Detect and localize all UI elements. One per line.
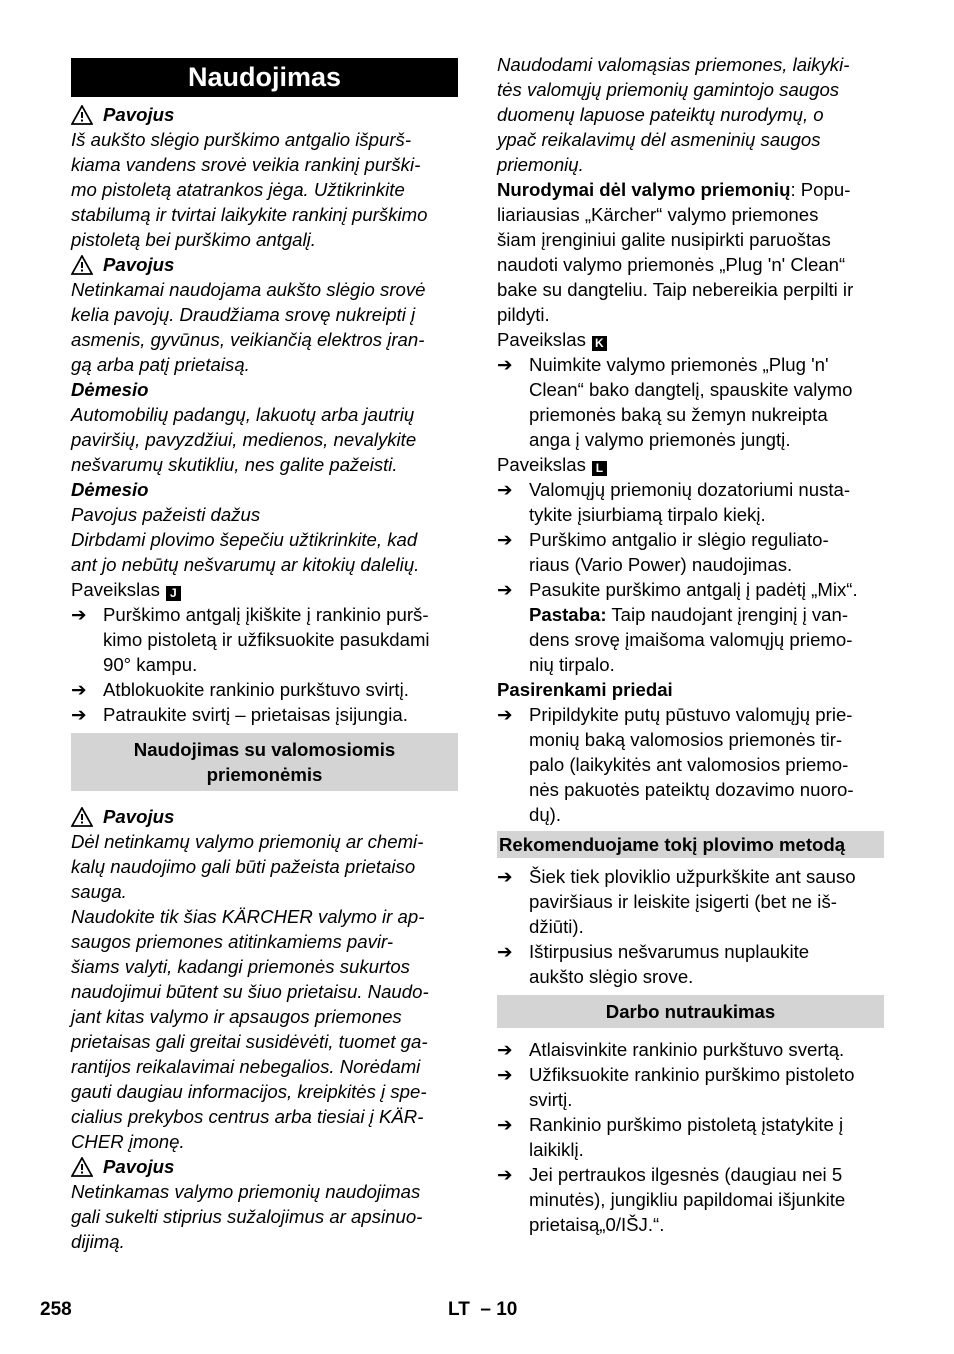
text-line: minutės), jungikliu papildomai išjunkite <box>529 1189 846 1210</box>
text-line: Pasukite purškimo antgalį į padėtį „Mix“. <box>529 579 858 600</box>
danger-label: Pavojus <box>103 806 175 827</box>
text-line: Purškimo antgalio ir slėgio reguliato- <box>529 529 829 550</box>
text-line: ant jo nebūtų nešvarumų ar kitokių dalelių. <box>71 554 420 575</box>
arrow-right-icon: ➔ <box>71 704 87 725</box>
text-line: Dėl netinkamų valymo priemonių ar chemi- <box>71 831 424 852</box>
text-line: saugos priemones atitinkamiems pavir- <box>71 931 394 952</box>
bullet-list-recommend <box>497 864 884 989</box>
text-line: Netinkamas valymo priemonių naudojimas <box>71 1181 421 1202</box>
caution-text-2 <box>71 502 458 577</box>
list-item-text <box>529 1037 884 1062</box>
text-line: pistoletą bei purškimo antgalį. <box>71 229 316 250</box>
text-line: priemonių. <box>497 154 584 175</box>
text-line: paviršių, pavyzdžiui, medienos, nevalykite <box>71 429 417 450</box>
text-line: Ištirpusius nešvarumus nuplaukite <box>529 941 810 962</box>
danger-text-2 <box>71 277 458 377</box>
text-line: Iš aukšto slėgio purškimo antgalio išpurš- <box>71 129 412 150</box>
right-column <box>497 52 884 1237</box>
bullet-list-optional <box>497 702 884 827</box>
text-line: Purškimo antgalį įkiškite į rankinio purš- <box>103 604 429 625</box>
list-item-text <box>529 1162 884 1237</box>
text-line: ypač reikalavimų dėl asmeninių saugos <box>497 129 821 150</box>
list-item <box>497 1037 884 1062</box>
list-item <box>497 352 884 452</box>
text-line: Dirbdami plovimo šepečiu užtikrinkite, kad <box>71 529 418 550</box>
text-line: gali sukelti stiprius sužalojimus ar apsinuo- <box>71 1206 423 1227</box>
text-line: Atlaisvinkite rankinio purkštuvo svertą. <box>529 1039 845 1060</box>
figure-key-j: J <box>166 586 181 601</box>
text-line: kimo pistoletą ir užfiksuokite pasukdami <box>103 629 430 650</box>
text-line: nės pakuotės pateiktų dozavimo nuoro- <box>529 779 854 800</box>
text-line: gą arba patį prietaisą. <box>71 354 250 375</box>
danger-text-4 <box>71 1179 458 1254</box>
text-line: džiūti). <box>529 916 584 937</box>
text-line: mo pistoletą atatrankos jėga. Užtikrinkite <box>71 179 405 200</box>
list-item-text <box>529 939 884 989</box>
danger-label: Pavojus <box>103 1156 175 1177</box>
list-item-text <box>529 352 884 452</box>
text-line: Užfiksuokite rankinio purškimo pistoleto <box>529 1064 855 1085</box>
note-line: nių tirpalo. <box>529 654 615 675</box>
list-item-text <box>529 864 884 939</box>
figure-label: Paveikslas <box>497 454 586 475</box>
figure-ref-j <box>71 577 458 602</box>
bullet-list-1 <box>71 602 458 727</box>
note-line-0: Taip naudojant įrenginį į van- <box>606 604 849 625</box>
text-line: dų). <box>529 804 562 825</box>
recommended-method-heading: Rekomenduojame tokį plovimo metodą <box>497 831 884 858</box>
hint-line: naudoti valymo priemonės „Plug 'n' Clean“ <box>497 254 846 275</box>
arrow-right-icon: ➔ <box>497 354 513 375</box>
text-line: Automobilių padangų, lakuotų arba jautrių <box>71 404 415 425</box>
page-number: 258 <box>40 1299 72 1320</box>
text-line: Jei pertraukos ilgesnės (daugiau nei 5 <box>529 1164 843 1185</box>
text-line: Naudojimas su valomosiomis <box>133 739 396 760</box>
text-line: Valomųjų priemonių dozatoriumi nusta- <box>529 479 851 500</box>
text-line: priemonės baką su žemyn nukreipta <box>529 404 828 425</box>
text-line: prietaisas gali greitai susidėvėti, tuomet ga- <box>71 1031 428 1052</box>
list-item <box>497 864 884 939</box>
list-item <box>497 1062 884 1112</box>
danger-text-1 <box>71 127 458 252</box>
text-line: laikiklį. <box>529 1139 584 1160</box>
text-line: Netinkamai naudojama aukšto slėgio srovė <box>71 279 426 300</box>
arrow-right-icon: ➔ <box>497 1114 513 1135</box>
interrupt-heading: Darbo nutraukimas <box>497 995 884 1028</box>
figure-ref-k <box>497 327 884 352</box>
text-line: aukšto slėgio srove. <box>529 966 694 987</box>
text-line: 90° kampu. <box>103 654 198 675</box>
figure-label: Paveikslas <box>497 329 586 350</box>
hint-line: bake su dangteliu. Taip nebereikia perpilti ir <box>497 279 854 300</box>
text-line: palo (laikykitės ant valomosios priemo- <box>529 754 849 775</box>
list-item-text <box>103 602 458 677</box>
bullet-list-k <box>497 352 884 452</box>
list-item-text <box>529 1112 884 1162</box>
text-line: kalų naudojimo gali būti pažeista prietaiso <box>71 856 416 877</box>
caution-text-1 <box>71 402 458 477</box>
text-line: paviršiaus ir leiskite įsigerti (bet ne iš- <box>529 891 837 912</box>
text-line: Rankinio purškimo pistoletą įstatykite į <box>529 1114 844 1135</box>
text-line: tykite įsiurbiamą tirpalo kiekį. <box>529 504 766 525</box>
text-line: CHER įmonę. <box>71 1131 185 1152</box>
optional-accessories-heading: Pasirenkami priedai <box>497 679 673 700</box>
text-line: Nuimkite valymo priemonės „Plug 'n' <box>529 354 829 375</box>
text-line: Pavojus pažeisti dažus <box>71 504 261 525</box>
caution-label: Dėmesio <box>71 479 149 500</box>
text-line: jant kitas valymo ir apsaugos priemones <box>71 1006 402 1027</box>
list-item-text <box>529 702 884 827</box>
text-line: cialius prekybos centrus arba tiesiai į KÄR- <box>71 1106 424 1127</box>
text-line: Naudokite tik šias KÄRCHER valymo ir ap- <box>71 906 425 927</box>
arrow-right-icon: ➔ <box>497 479 513 500</box>
list-item <box>497 1162 884 1237</box>
list-item <box>71 602 458 677</box>
text-line: kelia pavojų. Draudžiama srovę nukreipti į <box>71 304 416 325</box>
list-item-text <box>529 1062 884 1112</box>
text-line: sauga. <box>71 881 127 902</box>
arrow-right-icon: ➔ <box>71 679 87 700</box>
caution-label: Dėmesio <box>71 379 149 400</box>
text-line: monių baką valomosios priemonės tir- <box>529 729 843 750</box>
text-line: Clean“ bako dangtelį, spauskite valymo <box>529 379 853 400</box>
arrow-right-icon: ➔ <box>497 866 513 887</box>
figure-ref-l <box>497 452 884 477</box>
footer-lang-page: LT – 10 <box>448 1299 518 1320</box>
warning-triangle-icon <box>71 255 93 275</box>
hint-line-0: : Popu- <box>790 179 851 200</box>
hint-line: liariausias „Kärcher“ valymo priemones <box>497 204 819 225</box>
intro-text <box>497 52 884 177</box>
bullet-list-interrupt <box>497 1037 884 1237</box>
danger-text-3 <box>71 829 458 1154</box>
danger-heading <box>71 252 458 277</box>
hint-line: pildyti. <box>497 304 550 325</box>
hint-bold: Nurodymai dėl valymo priemonių <box>497 179 791 200</box>
text-line: Pripildykite putų pūstuvo valomųjų prie- <box>529 704 853 725</box>
text-line: riaus (Vario Power) naudojimas. <box>529 554 793 575</box>
text-line: svirtį. <box>529 1089 573 1110</box>
warning-triangle-icon <box>71 105 93 125</box>
danger-label: Pavojus <box>103 104 175 125</box>
list-item <box>497 477 884 527</box>
figure-key-k: K <box>592 336 607 351</box>
danger-heading <box>71 102 458 127</box>
text-line: asmenis, gyvūnus, veikiančią elektros įran- <box>71 329 425 350</box>
text-line: šiams valyti, kadangi priemonės sukurtos <box>71 956 410 977</box>
cleaning-agent-hint <box>497 177 884 327</box>
text-line: anga į valymo priemonės jungtį. <box>529 429 791 450</box>
arrow-right-icon: ➔ <box>497 529 513 550</box>
arrow-right-icon: ➔ <box>497 1064 513 1085</box>
left-column <box>71 52 458 1254</box>
list-item-text <box>103 702 458 727</box>
text-line: nešvarumų skutikliu, nes galite pažeisti. <box>71 454 398 475</box>
note-block <box>497 602 884 677</box>
arrow-right-icon: ➔ <box>497 1039 513 1060</box>
arrow-right-icon: ➔ <box>497 579 513 600</box>
figure-key-l: L <box>592 461 607 476</box>
arrow-right-icon: ➔ <box>497 941 513 962</box>
text-line: Naudodami valomąsias priemones, laikyki- <box>497 54 850 75</box>
text-line: tės valomųjų priemonių gamintojo saugos <box>497 79 840 100</box>
text-line: rantijos reikalavimai nebegalios. Norėdami <box>71 1056 421 1077</box>
list-item-text <box>529 527 884 577</box>
note-label: Pastaba: <box>529 604 607 625</box>
text-line: naudojimui būtent su šiuo prietaisu. Naudo- <box>71 981 429 1002</box>
section-heading-cleaning-agents <box>71 733 458 791</box>
text-line: duomenų lapuose pateiktų nurodymų, o <box>497 104 824 125</box>
arrow-right-icon: ➔ <box>497 704 513 725</box>
list-item <box>71 677 458 702</box>
text-line: Patraukite svirtį – prietaisas įsijungia. <box>103 704 408 725</box>
hint-line: šiam įrenginiui galite nusipirkti paruoštas <box>497 229 831 250</box>
page-title: Naudojimas <box>71 58 458 97</box>
warning-triangle-icon <box>71 807 93 827</box>
list-item <box>497 577 884 602</box>
list-item <box>71 702 458 727</box>
note-line: dens srovę įmaišoma valomųjų priemo- <box>529 629 853 650</box>
text-line: dijimą. <box>71 1231 125 1252</box>
list-item <box>497 702 884 827</box>
text-line: Atblokuokite rankinio purkštuvo svirtį. <box>103 679 409 700</box>
text-line: gauti daugiau informacijos, kreipkitės į spe- <box>71 1081 427 1102</box>
text-line: Šiek tiek ploviklio užpurkškite ant sauso <box>529 866 856 887</box>
danger-heading <box>71 1154 458 1179</box>
list-item-text <box>529 477 884 527</box>
danger-heading <box>71 804 458 829</box>
text-line: priemonėmis <box>206 764 323 785</box>
list-item <box>497 939 884 989</box>
text-line: stabilumą ir tvirtai laikykite rankinį purškimo <box>71 204 428 225</box>
list-item-text <box>103 677 458 702</box>
list-item <box>497 527 884 577</box>
bullet-list-l <box>497 477 884 602</box>
arrow-right-icon: ➔ <box>497 1164 513 1185</box>
text-line: kiama vandens srovė veikia rankinį purški- <box>71 154 421 175</box>
danger-label: Pavojus <box>103 254 175 275</box>
list-item <box>497 1112 884 1162</box>
list-item-text <box>529 577 884 602</box>
figure-label: Paveikslas <box>71 579 160 600</box>
arrow-right-icon: ➔ <box>71 604 87 625</box>
warning-triangle-icon <box>71 1157 93 1177</box>
text-line: prietaisą„0/IŠJ.“. <box>529 1214 665 1235</box>
